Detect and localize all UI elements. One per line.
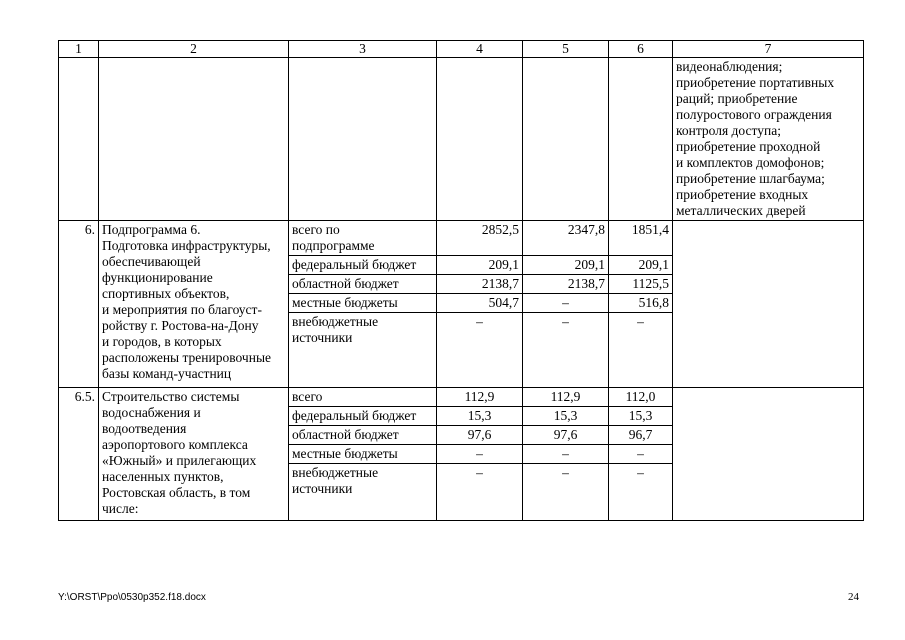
funding-source: всего [289,388,437,407]
value-cell: – [609,313,673,388]
column-number: 6 [609,41,673,58]
program-table [58,40,864,521]
table-row [59,221,864,256]
funding-source: местные бюджеты [289,445,437,464]
value-cell: – [437,464,523,521]
empty-cell [99,58,289,221]
value-cell: 2138,7 [437,275,523,294]
value-cell: 209,1 [437,256,523,275]
column-number: 4 [437,41,523,58]
value-cell: 112,9 [437,388,523,407]
value-cell: – [523,313,609,388]
table-row [59,388,864,407]
value-cell: 96,7 [609,426,673,445]
value-cell: – [523,294,609,313]
column-number: 7 [673,41,864,58]
continuation-description: видеонаблюдения; приобретение портативных раций; приобретение полуростового ограждения контроля доступа; приобретение проходной и комплектов домофонов; приобретение шлагбаума; приобретение входных металлических дверей [673,58,864,221]
value-cell: 2852,5 [437,221,523,256]
value-cell: – [437,313,523,388]
value-cell: 209,1 [609,256,673,275]
value-cell: 112,9 [523,388,609,407]
value-cell: 15,3 [609,407,673,426]
value-cell: 15,3 [437,407,523,426]
value-cell: 97,6 [523,426,609,445]
value-cell: 112,0 [609,388,673,407]
empty-cell [523,58,609,221]
empty-cell [437,58,523,221]
funding-source: внебюджетные источники [289,313,437,388]
column-number-row [59,41,864,58]
value-cell: – [437,445,523,464]
empty-cell [673,221,864,388]
value-cell: 1851,4 [609,221,673,256]
empty-cell [289,58,437,221]
column-number: 3 [289,41,437,58]
empty-cell [609,58,673,221]
funding-source: областной бюджет [289,426,437,445]
continuation-row [59,58,864,221]
value-cell: 2347,8 [523,221,609,256]
file-path: Y:\ORST\Ppo\0530p352.f18.docx [58,592,206,603]
funding-source: местные бюджеты [289,294,437,313]
value-cell: – [523,445,609,464]
measure-name: Строительство системы водоснабжения и водоотведения аэропортового комплекса «Южный» и прилегающих населенных пунктов, Ростовская область, в том числе: [99,388,289,521]
row-number: 6.5. [59,388,99,521]
value-cell: 1125,5 [609,275,673,294]
funding-source: внебюджетные источники [289,464,437,521]
column-number: 1 [59,41,99,58]
funding-source: федеральный бюджет [289,407,437,426]
funding-source: всего по подпрограмме [289,221,437,256]
column-number: 5 [523,41,609,58]
column-number: 2 [99,41,289,58]
value-cell: 209,1 [523,256,609,275]
value-cell: 504,7 [437,294,523,313]
row-number: 6. [59,221,99,388]
page-number: 24 [848,591,859,603]
value-cell: 2138,7 [523,275,609,294]
subprogram-name: Подпрограмма 6. Подготовка инфраструктуры, обеспечивающей функционирование спортивных объектов, и мероприятия по благоуст- ройству г. Ростова-на-Дону и городов, в которых расположены тренировочные базы команд-участниц [99,221,289,388]
empty-cell [673,388,864,521]
value-cell: – [523,464,609,521]
value-cell: 15,3 [523,407,609,426]
value-cell: 97,6 [437,426,523,445]
funding-source: федеральный бюджет [289,256,437,275]
funding-source: областной бюджет [289,275,437,294]
value-cell: – [609,464,673,521]
value-cell: – [609,445,673,464]
value-cell: 516,8 [609,294,673,313]
empty-cell [59,58,99,221]
